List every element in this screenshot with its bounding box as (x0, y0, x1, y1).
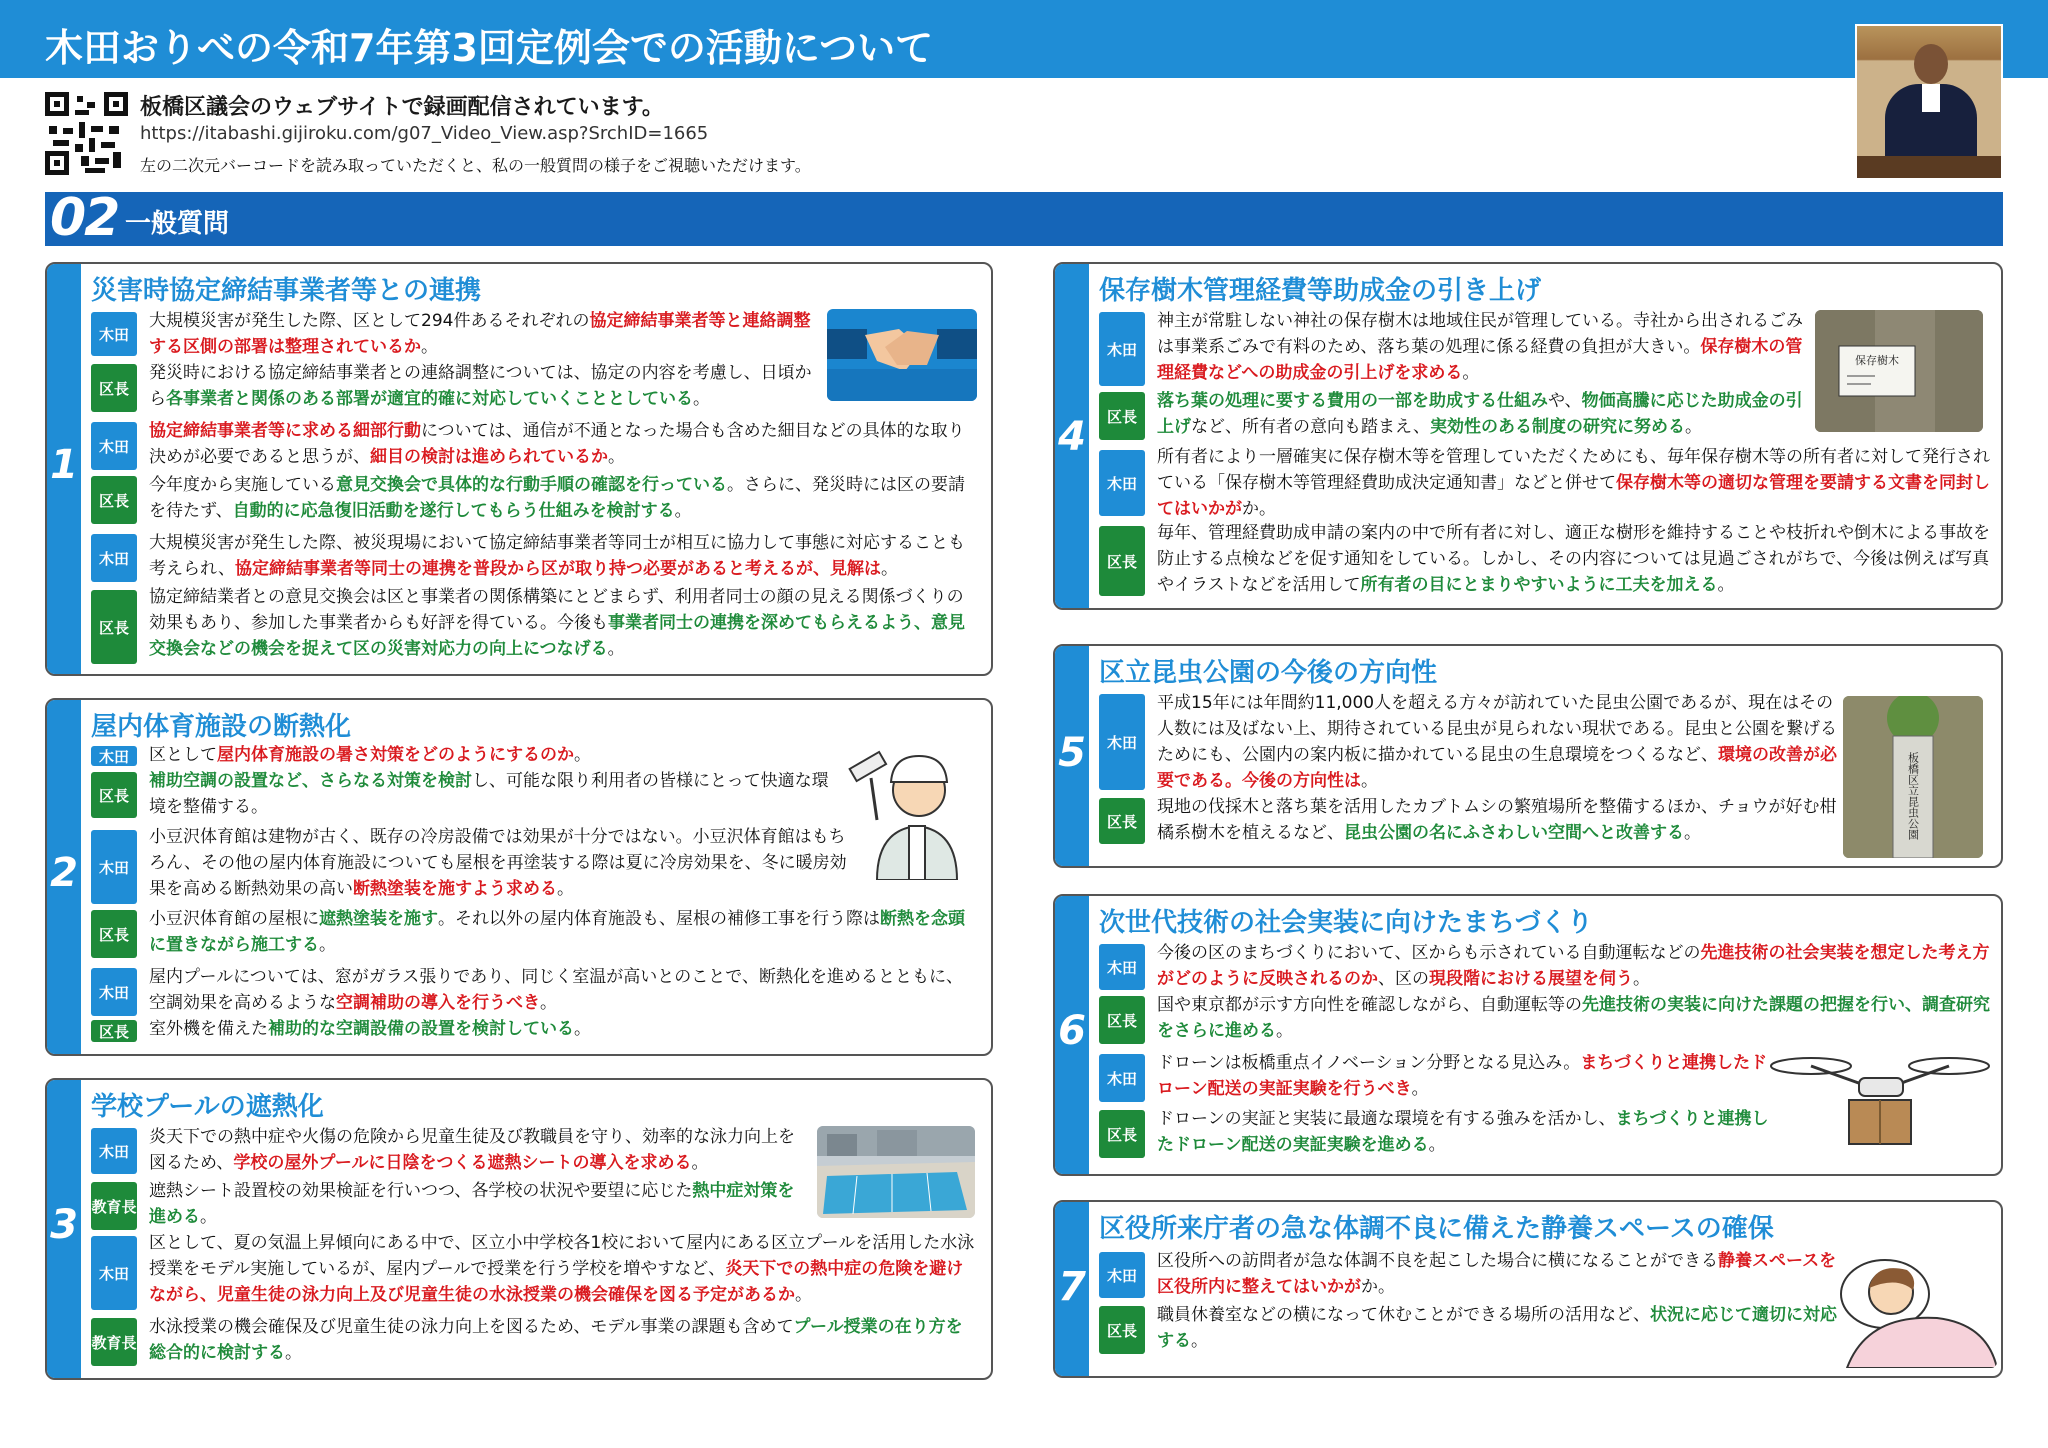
question-text (1157, 308, 1807, 386)
body-text: 。 (1462, 363, 1480, 383)
role-badge: 教育長 (91, 1182, 137, 1230)
highlight-answer: まちづくりと連携したドローン配送の実証実験を進める (1157, 1109, 1769, 1155)
body-text: 。 (674, 501, 692, 521)
body-text: 。 (608, 447, 625, 467)
highlight-question: 静養スペースを区役所内に整えてはいかが (1157, 1251, 1837, 1297)
role-badge: 木田 (91, 534, 137, 582)
highlight-answer: 昆虫公園の名にふさわしい空間へと改善する (1344, 823, 1684, 843)
body-text: 室外機を備えた (149, 1019, 268, 1039)
body-text: か。 (1242, 499, 1276, 519)
highlight-question: 先進技術の社会実装を想定した考え方がどのように反映されるのか (1157, 943, 1990, 989)
highlight-question: 細目の検討は進められているか (370, 447, 608, 467)
body-text: 。 (1684, 823, 1701, 843)
highlight-answer: プール授業の在り方を総合的に検討する (149, 1317, 963, 1363)
highlight-answer: 意見交換会で具体的な行動手順の確認を行っている (336, 475, 727, 495)
role-badge: 木田 (1099, 1252, 1145, 1298)
body-text: 遮熱シート設置校の効果検証を行いつつ、各学校の状況や要望に応じた (149, 1181, 693, 1201)
role-badge: 木田 (91, 1128, 137, 1174)
body-text: 。 (691, 1153, 709, 1173)
worker-illustration (847, 730, 987, 880)
body-text: 区として、夏の気温上昇傾向にある中で、区立小中学校各1校において屋内にある区立プールを活用した水泳授業をモデル実施しているが、屋内プールで授業を行う学校を増やすなど、 (149, 1233, 975, 1279)
card-title: 災害時協定締結事業者等との連携 (91, 276, 482, 306)
body-text: 。 (1276, 1021, 1293, 1041)
question-text (149, 742, 839, 768)
body-text: については、通信が不通となった場合も含めた細目などの具体的な取り決めが必要であると思うが、 (149, 421, 965, 467)
body-text: 所有者により一層確実に保存樹木等を管理していただくためにも、毎年保存樹木等の所有者に対して発行されている「保存樹木等管理経費助成決定通知書」などと併せて (1157, 447, 1990, 493)
highlight-answer: 状況に応じて適切に対応する (1157, 1305, 1837, 1351)
question-text (1157, 444, 1997, 522)
body-text: 協定締結業者との意見交換会は区と事業者の関係構築にとどまらず、利用者同士の顔の見える関係づくりの効果もあり、参加した事業者からも好評を得ている。今後も (149, 587, 964, 633)
qr-code-icon[interactable] (45, 92, 128, 175)
highlight-answer: 補助空調の設置など、さらなる対策を検討 (149, 771, 472, 791)
question-card-6 (1053, 894, 2003, 1176)
body-text: 職員休養室などの横になって休むことができる場所の活用など、 (1157, 1305, 1650, 1325)
highlight-answer: 補助的な空調設備の設置を検討している (268, 1019, 574, 1039)
highlight-question: 保存樹木等の適切な管理を要請する文書を同封してはいかが (1157, 473, 1990, 519)
card-title: 学校プールの遮熱化 (91, 1092, 324, 1122)
role-badge: 区長 (91, 364, 137, 412)
role-badge: 木田 (91, 968, 137, 1016)
role-badge: 木田 (91, 746, 137, 766)
answer-text (149, 1016, 979, 1042)
card-title: 区役所来庁者の急な体調不良に備えた静養スペースの確保 (1099, 1214, 1774, 1244)
page-title: 木田おりべの令和7年第3回定例会での活動について (45, 26, 934, 70)
body-text: 。 (795, 1285, 812, 1305)
role-badge: 木田 (91, 312, 137, 356)
body-text: 炎天下での熱中症や火傷の危険から児童生徒及び教職員を守り、効率的な泳力向上を図るため、 (149, 1127, 795, 1173)
role-badge: 木田 (1099, 694, 1145, 790)
role-badge: 区長 (1099, 526, 1145, 596)
highlight-question: 学校の屋外プールに日陰をつくる遮熱シートの導入を求める (233, 1153, 692, 1173)
role-badge: 木田 (1099, 450, 1145, 516)
question-card-4 (1053, 262, 2003, 610)
card-number: 5 (1058, 730, 1086, 776)
section-bar (45, 192, 2003, 246)
highlight-question: 保存樹木の管理経費などへの助成金の引上げを求める (1157, 337, 1803, 383)
body-text: 小豆沢体育館は建物が古く、既存の冷房設備では効果が十分ではない。小豆沢体育館はもちろん、その他の屋内体育施設についても屋根を再塗装する際は夏に冷房効果を、冬に暖房効果を高める断熱効果の高い (149, 827, 847, 899)
body-text: し、可能な限り利用者の皆様にとって快適な環境を整備する。 (149, 771, 829, 817)
card-number: 6 (1058, 1008, 1086, 1054)
highlight-answer: 断熱を念頭に置きながら施工する (149, 909, 965, 955)
highlight-question: 現段階における展望を伺う (1429, 969, 1633, 989)
answer-text (149, 1314, 979, 1366)
qr-instruction: 左の二次元バーコードを読み取っていただくと、私の一般質問の様子をご視聴いただけます。 (140, 156, 811, 175)
role-badge: 木田 (1099, 1054, 1145, 1102)
card-title: 次世代技術の社会実装に向けたまちづくり (1099, 908, 1593, 938)
role-badge: 教育長 (91, 1318, 137, 1366)
body-text: 平成15年には年間約11,000人を超える方々が訪れていた昆虫公園であるが、現在はその人数には及ばない上、期待されている昆虫が見られない現状である。昆虫と公園を繋げるためにも、公園内の案内板に描かれている昆虫の生息環境をつくるなど、 (1157, 693, 1837, 765)
highlight-answer: 実効性のある制度の研究に努める (1430, 417, 1686, 437)
title-bar (0, 0, 2048, 78)
answer-text (149, 1178, 809, 1230)
role-badge: 区長 (91, 772, 137, 818)
answer-text (1157, 794, 1837, 846)
question-text (149, 964, 979, 1016)
body-text: 小豆沢体育館の屋根に (149, 909, 319, 929)
role-badge: 区長 (1099, 996, 1145, 1044)
body-text: ドローンの実証と実装に最適な環境を有する強みを活かし、 (1157, 1109, 1616, 1129)
body-text: 大規模災害が発生した際、区として294件あるそれぞれの (149, 311, 590, 331)
intro-text: 板橋区議会のウェブサイトで録画配信されています。 (140, 95, 664, 120)
role-badge: 木田 (91, 830, 137, 904)
body-text: 今年度から実施している (149, 475, 336, 495)
answer-text (149, 472, 979, 524)
answer-text (149, 906, 979, 958)
body-text: 神主が常駐しない神社の保存樹木は地域住民が管理している。寺社から出されるごみは事業系ごみで有料のため、落ち葉の処理に係る経費の負担が大きい。 (1157, 311, 1803, 357)
park-sign-photo (1843, 696, 1983, 858)
answer-text (149, 584, 979, 662)
highlight-answer: 先進技術の実装に向けた課題の把握を行い、調査研究をさらに進める (1157, 995, 1990, 1041)
card-title: 屋内体育施設の断熱化 (91, 712, 352, 742)
question-text (1157, 1248, 1837, 1300)
card-title: 保存樹木管理経費等助成金の引き上げ (1099, 276, 1542, 306)
card-number: 2 (50, 850, 78, 896)
role-badge: 木田 (1099, 312, 1145, 386)
body-text: 。それ以外の屋内体育施設も、屋根の補修工事を行う際は (438, 909, 880, 929)
body-text: 。 (540, 993, 557, 1013)
role-badge: 木田 (91, 1236, 137, 1310)
answer-text (1157, 1106, 1777, 1158)
body-text: 。 (200, 1207, 217, 1227)
highlight-answer: 遮熱塗装を施す (319, 909, 438, 929)
question-text (1157, 690, 1837, 794)
highlight-answer: 各事業者と関係のある部署が適宜的確に対応していくこととしている (166, 389, 693, 409)
highlight-question: 屋内体育施設の暑さ対策をどのようにするのか (217, 745, 574, 765)
body-text: 発災時における協定締結事業者との連絡調整については、協定の内容を考慮し、日頃から (149, 363, 812, 409)
question-text (149, 418, 979, 470)
answer-text (149, 360, 819, 412)
question-card-1 (45, 262, 993, 676)
body-text: や、 (1548, 391, 1582, 411)
body-text: 区役所への訪問者が急な体調不良を起こした場合に横になることができる (1157, 1251, 1718, 1271)
role-badge: 区長 (1099, 1306, 1145, 1354)
body-text: 区として (149, 745, 217, 765)
body-text: 、区の (1378, 969, 1429, 989)
speaker-photo (1855, 24, 2003, 180)
answer-text (149, 768, 839, 820)
body-text: など、所有者の意向も踏まえ、 (1191, 417, 1431, 437)
role-badge: 木田 (1099, 944, 1145, 990)
highlight-answer: 落ち葉の処理に要する費用の一部を助成する仕組み (1157, 391, 1548, 411)
section-number: 02 (50, 188, 119, 248)
question-text (149, 1230, 979, 1308)
role-badge: 区長 (91, 910, 137, 958)
park-sign-text: 板橋区立昆虫公園 (1906, 752, 1920, 840)
tree-sign-text: 保存樹木 (1855, 354, 1899, 367)
card-number: 4 (1058, 414, 1086, 460)
drone-illustration (1767, 1042, 1993, 1152)
role-badge: 区長 (91, 590, 137, 664)
role-badge: 木田 (91, 422, 137, 470)
body-text: 。 (693, 389, 710, 409)
question-text (1157, 1050, 1777, 1102)
highlight-question: 協定締結事業者等に求める細部行動 (149, 421, 421, 441)
body-text: 。 (1428, 1135, 1446, 1155)
body-text: 。 (607, 639, 625, 659)
body-text: 。 (285, 1343, 302, 1363)
body-text: 。 (319, 935, 336, 955)
body-text: 毎年、管理経費助成申請の案内の中で所有者に対し、適正な樹形を維持することや枝折れや倒木による事故を防止する点検などを促す通知をしている。しかし、その内容については見過ごされがちで、今後は例えば写真やイラストなどを活用して (1157, 523, 1990, 595)
answer-text (1157, 1302, 1837, 1354)
highlight-answer: 自動的に応急復旧活動を遂行してもらう仕組みを検討する (232, 501, 675, 521)
question-card-2 (45, 698, 993, 1056)
section-label: 一般質問 (125, 209, 230, 239)
body-text: 。 (574, 745, 591, 765)
highlight-answer: 熱中症対策を進める (149, 1181, 795, 1227)
body-text: 。 (1685, 417, 1703, 437)
body-text: 。 (574, 1019, 591, 1039)
highlight-answer: 所有者の目にとまりやすいように工夫を加える (1360, 575, 1718, 595)
body-text: 。 (1411, 1079, 1429, 1099)
body-text: 現地の伐採木と落ち葉を活用したカブトムシの繁殖場所を整備するほか、チョウが好む柑橘系樹木を植えるなど、 (1157, 797, 1837, 843)
handshake-icon (827, 309, 977, 401)
body-text: 。 (1361, 771, 1378, 791)
question-card-3 (45, 1078, 993, 1380)
body-text: 屋内プールについては、窓がガラス張りであり、同じく室温が高いとのことで、断熱化を進めるとともに、空調効果を高めるような (149, 967, 963, 1013)
answer-text (1157, 388, 1807, 440)
resting-person-illustration (1827, 1244, 1997, 1368)
highlight-answer: 事業者同士の連携を深めてもらえるよう、意見交換会などの機会を捉えて区の災害対応力の向上につなげる (149, 613, 965, 659)
body-text: 国や東京都が示す方向性を確認しながら、自動運転等の (1157, 995, 1582, 1015)
highlight-question: 協定締結事業者等と連絡調整する区側の部署は整理されているか (149, 311, 811, 357)
question-text (149, 824, 859, 902)
answer-text (1157, 520, 1997, 598)
body-text: 。 (421, 337, 438, 357)
role-badge: 区長 (91, 1020, 137, 1042)
body-text: 。 (1717, 575, 1735, 595)
highlight-question: 炎天下での熱中症の危険を避けながら、児童生徒の泳力向上及び児童生徒の水泳授業の機会確保を図る予定があるか (149, 1259, 964, 1305)
question-text (1157, 940, 1997, 992)
highlight-question: まちづくりと連携したドローン配送の実証実験を行うべき (1157, 1053, 1768, 1099)
body-text: 。 (881, 559, 899, 579)
highlight-question: 空調補助の導入を行うべき (336, 993, 540, 1013)
card-number: 3 (50, 1202, 78, 1248)
answer-text (1157, 992, 1997, 1044)
highlight-question: 協定締結事業者等同士の連携を普段から区が取り持つ必要があると考えるが、見解は (235, 559, 882, 579)
pool-photo (817, 1126, 975, 1218)
role-badge: 区長 (91, 476, 137, 524)
body-text: 。 (1191, 1331, 1208, 1351)
body-text: 。 (557, 879, 574, 899)
body-text: ドローンは板橋重点イノベーション分野となる見込み。 (1157, 1053, 1581, 1073)
body-text: 。 (1633, 969, 1650, 989)
question-text (149, 530, 979, 582)
body-text: か。 (1361, 1277, 1395, 1297)
question-text (149, 308, 819, 360)
role-badge: 区長 (1099, 1110, 1145, 1158)
card-title: 区立昆虫公園の今後の方向性 (1099, 658, 1438, 688)
highlight-question: 環境の改善が必要である。今後の方向性は (1157, 745, 1837, 791)
highlight-answer: 物価高騰に応じた助成金の引上げ (1157, 391, 1803, 437)
role-badge: 区長 (1099, 798, 1145, 844)
highlight-question: 断熱塗装を施すよう求める (353, 879, 557, 899)
body-text: 。さらに、発災時には区の要請を待たず、 (149, 475, 965, 521)
question-card-5 (1053, 644, 2003, 868)
body-text: 大規模災害が発生した際、被災現場において協定締結事業者等同士が相互に協力して事態に対応することも考えられ、 (149, 533, 965, 579)
video-url-link[interactable]: https://itabashi.gijiroku.com/g07_Video_View.asp?SrchID=1665 (140, 123, 709, 144)
question-card-7 (1053, 1200, 2003, 1378)
role-badge: 区長 (1099, 392, 1145, 440)
card-number: 1 (50, 442, 78, 488)
body-text: 水泳授業の機会確保及び児童生徒の泳力向上を図るため、モデル事業の課題も含めて (149, 1317, 794, 1337)
card-number: 7 (1058, 1264, 1086, 1310)
question-text (149, 1124, 809, 1176)
body-text: 今後の区のまちづくりにおいて、区からも示されている自動運転などの (1157, 943, 1701, 963)
tree-photo (1815, 310, 1983, 432)
